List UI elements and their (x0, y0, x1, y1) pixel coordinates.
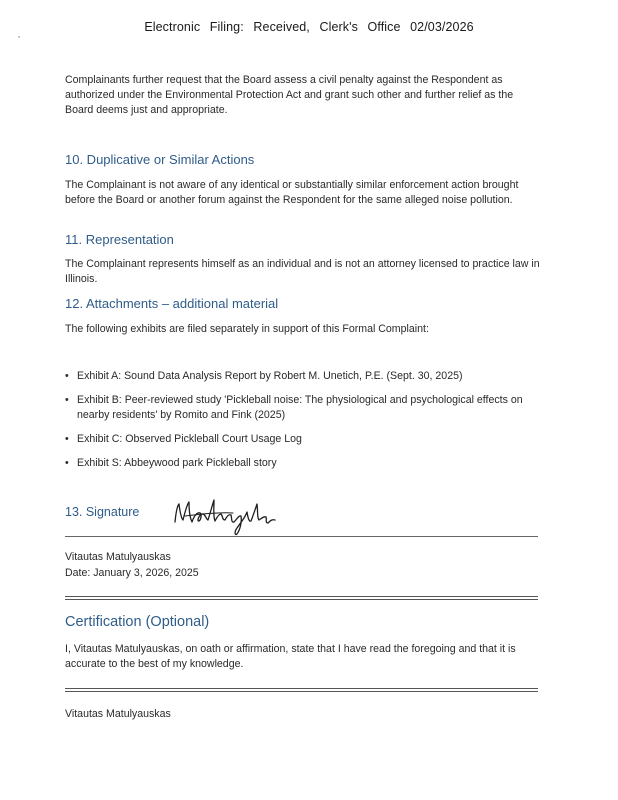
section-10-heading: 10. Duplicative or Similar Actions (65, 152, 255, 167)
exhibit-s-text: Exhibit S: Abbeywood park Pickleball story (77, 457, 277, 469)
exhibit-a-text: Exhibit A: Sound Data Analysis Report by Robert M. Unetich, P.E. (Sept. 30, 2025) (77, 370, 463, 382)
exhibit-c-text: Exhibit C: Observed Pickleball Court Usage Log (77, 433, 302, 445)
section-11-heading: 11. Representation (65, 232, 174, 247)
filing-stamp-header: Electronic Filing: Received, Clerk's Office 02/03/2026 (144, 20, 474, 34)
section-12-body: The following exhibits are filed separately in support of this Formal Complaint: (65, 323, 429, 335)
bullet-icon: • (65, 370, 69, 382)
certification-signer-name: Vitautas Matulyauskas (65, 708, 171, 720)
signature-date: Date: January 3, 2026, 2025 (65, 567, 199, 579)
section-10-body: The Complainant is not aware of any identical or substantially similar enforcement action brought before the Board or another forum against the Respondent for the same alleged noise pollution. (65, 179, 519, 206)
section-11-body: The Complainant represents himself as an individual and is not an attorney licensed to practice law in Illinois. (65, 258, 540, 285)
bullet-icon: • (65, 394, 69, 406)
bullet-icon: • (65, 433, 69, 445)
signature-line (65, 536, 538, 537)
exhibit-b-text: Exhibit B: Peer-reviewed study 'Pickleball noise: The physiological and psychological effects on nearby residents' by Romito and Fink (2025) (77, 394, 523, 421)
section-12-heading: 12. Attachments – additional material (65, 296, 279, 311)
scan-speck (18, 36, 20, 38)
section-divider (65, 596, 538, 600)
certification-signature-line (65, 688, 538, 692)
certification-heading: Certification (Optional) (65, 614, 210, 630)
bullet-icon: • (65, 457, 69, 469)
exhibit-list-item (65, 369, 535, 384)
handwritten-signature-icon (171, 492, 291, 538)
certification-body: I, Vitautas Matulyauskas, on oath or affirmation, state that I have read the foregoing and that it is accurate to the best of my knowledge. (65, 643, 516, 670)
exhibit-list-item (65, 456, 535, 471)
exhibit-list-item (65, 432, 535, 447)
relief-paragraph: Complainants further request that the Board assess a civil penalty against the Respondent as authorized under the Environmental Protection Act and grant such other and further relief as the Board deems just and appropriate. (65, 74, 514, 116)
exhibit-list-item (65, 393, 535, 423)
section-13-heading: 13. Signature (65, 505, 140, 519)
signer-name: Vitautas Matulyauskas (65, 551, 171, 563)
